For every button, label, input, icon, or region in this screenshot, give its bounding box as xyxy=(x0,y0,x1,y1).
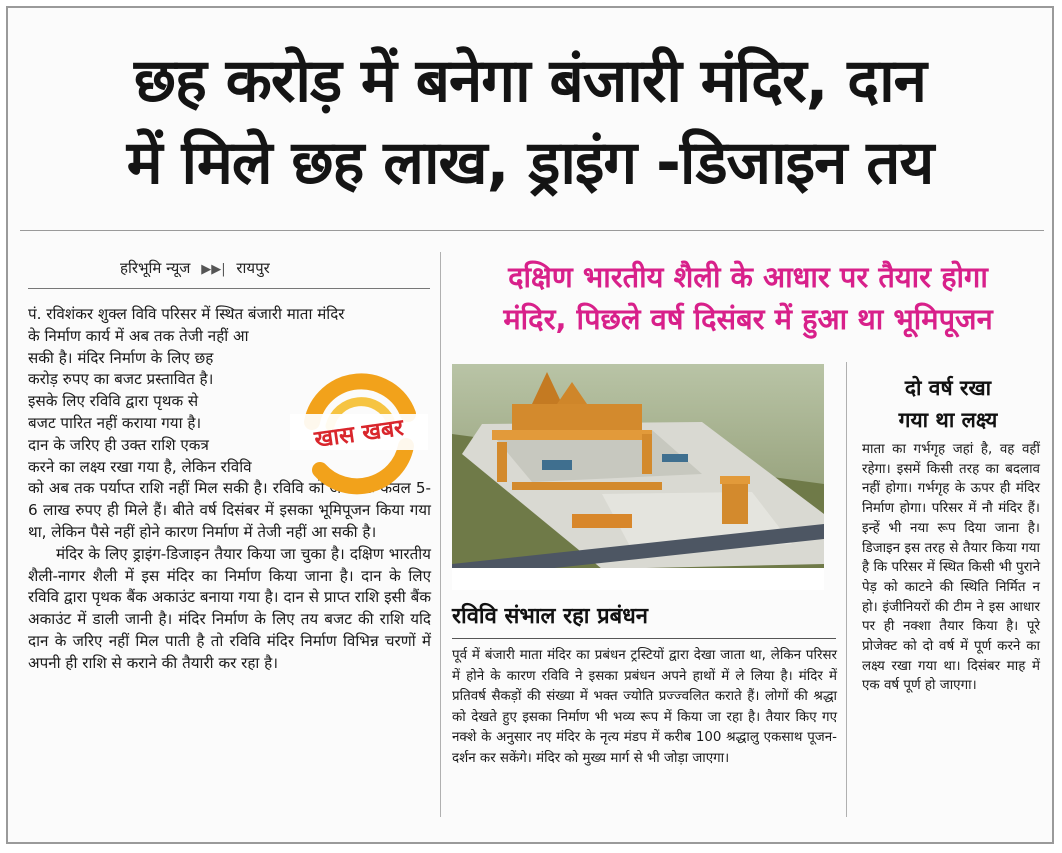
left-line: सकी है। मंदिर निर्माण के लिए छह xyxy=(28,348,214,367)
right-article-body: माता का गर्भगृह जहां है, वह वहीं रहेगा। इसमें किसी तरह का बदलाव नहीं होगा। गर्भगृह के ऊपर ही मंदिर निर्माण होगा। परिसर में नौ मंदिर हैं। इन्हें भी नया रूप दिया जाना है। डिजाइन इस तरह से तैयार किया गया है कि परिसर में स्थित किसी भी पुराने पेड़ को काटने की स्थिति निर्मित न हो। इंजीनियरों की टीम ने इस आधार पर ही नक्शा तैयार किया है। पूरे प्रोजेक्ट को दो वर्ष में पूर्ण करने का लक्ष्य रखा गया था। दिसंबर माह में एक वर्ष पूर्ण हो जाएगा। xyxy=(862,442,1040,694)
left-line: पं. रविशंकर शुक्ल विवि परिसर में स्थित बंजारी माता मंदिर xyxy=(28,305,345,323)
headline-divider xyxy=(20,230,1044,231)
byline xyxy=(120,258,270,278)
byline-divider xyxy=(28,288,430,289)
middle-article-body: पूर्व में बंजारी माता मंदिर का प्रबंधन ट्रस्टियों द्वारा देखा जाता था, लेकिन परिसर में होने के कारण रविवि ने इसका प्रबंधन अपने हाथों में ले लिया है। मंदिर में प्रतिवर्ष सैकड़ों की संख्या में भक्त ज्योति प्रज्ज्वलित कराते हैं। लोगों की श्रद्धा को देखते हुए इसका निर्माण भी भव्य रूप में किया जा रहा है। तैयार किए गए नक्शे के अनुसार नए मंदिर के नृत्य मंडप में करीब 100 श्रद्धालु एकसाथ पूजन-दर्शन कर सकेंगे। मंदिर को मुख्य मार्ग से भी जोड़ा जाएगा। xyxy=(452,648,837,766)
column-divider-right xyxy=(846,362,847,817)
byline-city: रायपुर xyxy=(236,259,270,277)
byline-source: हरिभूमि न्यूज xyxy=(120,259,191,277)
middle-title-underline xyxy=(452,638,836,639)
left-paragraph-1-rest: को अब तक पर्याप्त राशि नहीं मिल सकी है। रविवि को अब तक केवल 5-6 लाख रुपए ही मिले हैं। बीते वर्ष दिसंबर में इसका भूमिपूजन किया गया था, लेकिन पैसे नहीं होने कारण निर्माण में तेजी नहीं आ सकी है। xyxy=(28,479,431,541)
temple-render-icon xyxy=(452,364,824,590)
render-caption-strip xyxy=(452,568,824,590)
left-line: इसके लिए रविवि द्वारा पृथक से xyxy=(28,392,199,411)
left-line: करने का लक्ष्य रखा गया है, लेकिन रविवि xyxy=(28,457,252,476)
badge-label: खास खबर xyxy=(312,414,406,454)
left-line: दान के जरिए ही उक्त राशि एकत्र xyxy=(28,435,209,454)
byline-arrows-icon: ▶▶| xyxy=(201,262,226,277)
khaas-khabar-badge xyxy=(290,362,428,500)
right-title-line-1: दो वर्ष रखा xyxy=(904,376,992,400)
left-line: करोड़ रुपए का बजट प्रस्तावित है। xyxy=(28,370,214,389)
left-line: के निर्माण कार्य में अब तक तेजी नहीं आ xyxy=(28,326,249,345)
subhead-line-1: दक्षिण भारतीय शैली के आधार पर तैयार होगा xyxy=(508,260,988,294)
right-section-title xyxy=(858,372,1038,436)
headline-line-2: में मिले छह लाख, ड्राइंग -डिजाइन तय xyxy=(126,128,934,198)
headline-line-1: छह करोड़ में बनेगा बंजारी मंदिर, दान xyxy=(134,46,926,116)
left-line: बजट पारित नहीं कराया गया है। xyxy=(28,413,202,432)
middle-section-title: रविवि संभाल रहा प्रबंधन xyxy=(452,604,648,629)
badge-ring-icon xyxy=(290,362,428,500)
column-divider-left xyxy=(440,252,441,817)
right-title-line-2: गया था लक्ष्य xyxy=(898,408,998,432)
subhead xyxy=(458,256,1038,340)
temple-rendering xyxy=(452,364,824,590)
headline xyxy=(20,40,1040,204)
left-paragraph-2: मंदिर के लिए ड्राइंग-डिजाइन तैयार किया जा चुका है। दक्षिण भारतीय शैली-नागर शैली में इस मंदिर का निर्माण किया जाना है। दान के लिए रविवि द्वारा पृथक बैंक अकाउंट बनाया गया है। दान से प्राप्त राशि इसी बैंक अकाउंट में डाली जानी है। मंदिर निर्माण के लिए तय बजट की राशि यदि दान के जरिए नहीं मिल पाती है तो रविवि मंदिर निर्माण विभिन्न चरणों में अपनी ही राशि से कराने की तैयारी कर रहा है। xyxy=(28,544,431,672)
subhead-line-2: मंदिर, पिछले वर्ष दिसंबर में हुआ था भूमिपूजन xyxy=(503,302,993,336)
